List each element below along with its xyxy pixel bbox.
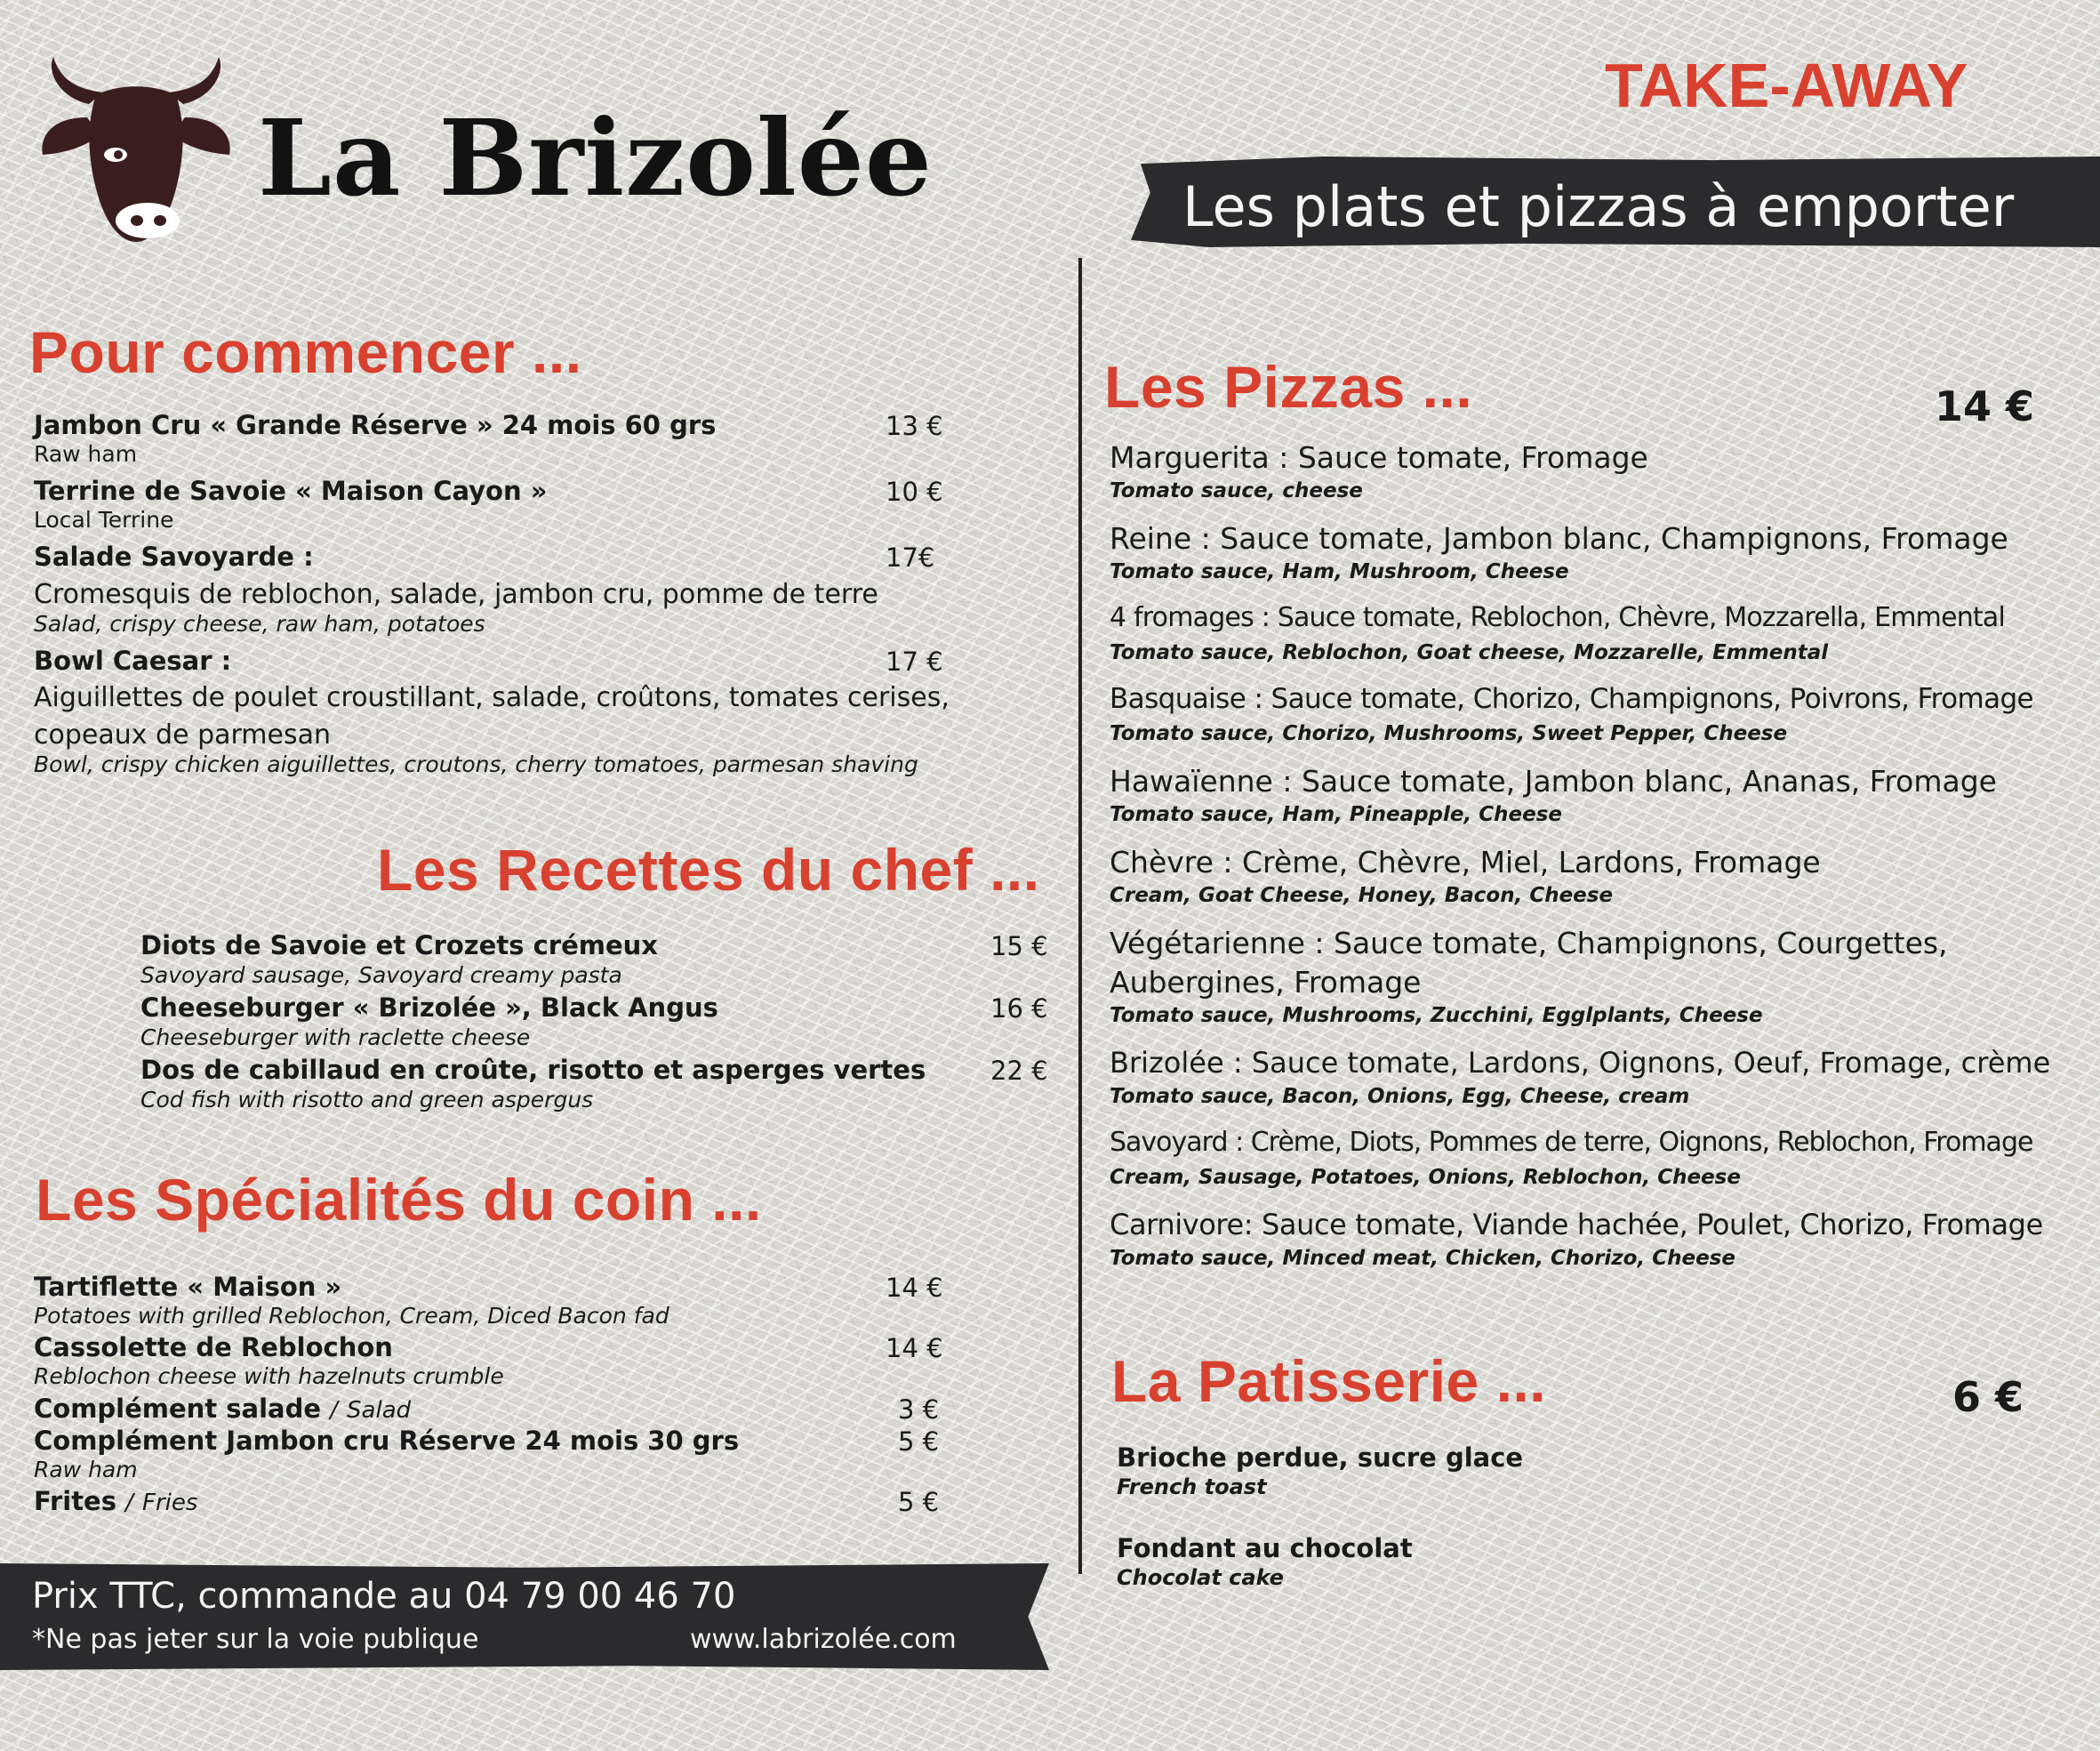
pizza-translation: Tomato sauce, Bacon, Onions, Egg, Cheese, cream [1110, 1085, 1690, 1108]
pizza-translation: Cream, Goat Cheese, Honey, Bacon, Cheese [1110, 884, 1614, 907]
menu-item-translation: Raw ham [34, 1457, 138, 1482]
menu-item-description: Aiguillettes de poulet croustillant, salade, croûtons, tomates cerises, [34, 682, 950, 713]
translation-separator: / [125, 1490, 133, 1516]
pizza-translation: Tomato sauce, Ham, Pineapple, Cheese [1110, 803, 1562, 826]
pastry-translation: French toast [1117, 1474, 1267, 1499]
menu-item-name-with-translation [34, 1394, 411, 1424]
pizza-ingredients: Crème, Chèvre, Miel, Lardons, Fromage [1242, 845, 1821, 880]
pizza-separator: : [1253, 602, 1278, 633]
pizza-ingredients: Crème, Diots, Pommes de terre, Oignons, Reblochon, Fromage [1250, 1127, 2033, 1158]
pizza-line [1110, 1208, 2043, 1241]
menu-item-translation: Bowl, crispy chicken aiguillettes, croutons, cherry tomatoes, parmesan shaving [34, 751, 918, 777]
pizza-translation: Tomato sauce, Chorizo, Mushrooms, Sweet Pepper, Cheese [1110, 722, 1788, 745]
menu-item-translation: Salad, crispy cheese, raw ham, potatoes [34, 611, 485, 637]
menu-item-price: 10 € [886, 477, 943, 507]
pizza-separator: : [1191, 521, 1221, 556]
menu-item-name: Salade Savoyarde : [34, 542, 314, 572]
pastry-name: Fondant au chocolat [1117, 1533, 1413, 1563]
menu-item-price: 13 € [886, 411, 943, 441]
menu-item-translation: Savoyard sausage, Savoyard creamy pasta [140, 962, 622, 988]
pizza-name: Reine [1110, 521, 1192, 556]
brand-name: La Brizolée [258, 96, 933, 220]
footer-disclaimer: *Ne pas jeter sur la voie publique [32, 1624, 479, 1655]
pizza-separator: : [1269, 440, 1298, 475]
menu-item-name: Dos de cabillaud en croûte, risotto et asperges vertes [140, 1055, 926, 1085]
pizza-separator [1253, 1208, 1262, 1241]
menu-item-name: Complément salade [34, 1394, 322, 1424]
menu-item-translation: Raw ham [34, 441, 138, 467]
pizza-line [1110, 1127, 2032, 1158]
header-banner-text: Les plats et pizzas à emporter [1182, 174, 2015, 239]
pizza-name: Savoyard [1110, 1127, 1228, 1158]
menu-item-price: 14 € [886, 1273, 943, 1303]
pizza-translation: Tomato sauce, cheese [1110, 479, 1363, 502]
menu-item-translation: Cod fish with risotto and green aspergus [140, 1087, 594, 1112]
pizza-ingredients: Sauce tomate, Jambon blanc, Champignons, Fromage [1220, 521, 2008, 556]
pizza-name: Basquaise [1110, 683, 1246, 715]
pizza-translation: Cream, Sausage, Potatoes, Onions, Reblochon, Cheese [1110, 1166, 1741, 1189]
menu-item-name: Diots de Savoie et Crozets crémeux [140, 930, 658, 960]
menu-item-translation: Salad [347, 1397, 412, 1424]
menu-item-price: 22 € [990, 1056, 1048, 1086]
takeaway-label: TAKE-AWAY [1605, 51, 1968, 120]
section-title-specials: Les Spécialités du coin ... [36, 1167, 762, 1233]
pizza-separator: : [1272, 764, 1302, 799]
menu-item-name: Jambon Cru « Grande Réserve » 24 mois 60 grs [34, 410, 717, 440]
section-title-pizzas: Les Pizzas ... [1104, 354, 1473, 420]
pizza-translation: Tomato sauce, Ham, Mushroom, Cheese [1110, 560, 1569, 583]
menu-item-name-with-translation [34, 1486, 197, 1516]
pizza-line [1110, 926, 1948, 960]
pizza-line [1110, 845, 1821, 880]
menu-item-name: Cassolette de Reblochon [34, 1332, 393, 1362]
menu-item-description: Cromesquis de reblochon, salade, jambon cru, pomme de terre [34, 579, 878, 610]
footer-website-link[interactable]: www.labrizolée.com [690, 1624, 957, 1655]
pizza-name: Chèvre [1110, 845, 1214, 880]
menu-item-translation: Potatoes with grilled Reblochon, Cream, Diced Bacon fad [34, 1303, 669, 1329]
pizza-ingredients: Sauce tomate, Reblochon, Chèvre, Mozzarella, Emmental [1277, 602, 2006, 633]
pizza-separator: : [1227, 1127, 1251, 1158]
menu-item-name: Tartiflette « Maison » [34, 1272, 342, 1302]
pizza-name: 4 fromages [1110, 602, 1254, 633]
pizza-line [1110, 1046, 2050, 1080]
pizza-name: Carnivore: [1110, 1208, 1254, 1241]
pizza-translation: Tomato sauce, Mushrooms, Zucchini, Egglplants, Cheese [1110, 1004, 1763, 1027]
pizza-name: Brizolée [1110, 1046, 1224, 1080]
menu-item-price: 17€ [886, 542, 935, 573]
menu-item-name: Bowl Caesar : [34, 646, 232, 676]
pizza-translation: Tomato sauce, Minced meat, Chicken, Chorizo, Cheese [1110, 1247, 1735, 1270]
cow-head-icon [34, 55, 238, 246]
menu-item-price: 17 € [886, 647, 943, 677]
translation-separator: / [330, 1397, 338, 1424]
menu-item-price: 5 € [898, 1487, 940, 1517]
pizza-separator: : [1223, 1046, 1252, 1080]
pizza-ingredients: Sauce tomate, Viande hachée, Poulet, Chorizo, Fromage [1261, 1208, 2043, 1241]
pastry-translation: Chocolat cake [1117, 1565, 1284, 1590]
pizza-line [1110, 683, 2033, 715]
menu-item-price: 3 € [898, 1394, 940, 1425]
pizza-separator: : [1304, 926, 1335, 960]
pizza-line [1110, 764, 1997, 799]
pizza-ingredients: Sauce tomate, Jambon blanc, Ananas, Fromage [1301, 764, 1997, 799]
pizza-name: Végétarienne [1110, 926, 1305, 960]
pizza-line [1110, 602, 2005, 633]
menu-item-translation: Cheeseburger with raclette cheese [140, 1024, 531, 1050]
pizza-ingredients: Sauce tomate, Chorizo, Champignons, Poivrons, Fromage [1270, 683, 2034, 715]
pizza-ingredients: Sauce tomate, Lardons, Oignons, Oeuf, Fromage, crème [1251, 1046, 2051, 1080]
menu-item-description: copeaux de parmesan [34, 719, 332, 751]
pizzas-price: 14 € [1935, 382, 2035, 430]
menu-item-price: 14 € [886, 1333, 943, 1363]
pizza-name: Marguerita [1110, 440, 1270, 475]
menu-item-name: Terrine de Savoie « Maison Cayon » [34, 476, 548, 506]
section-title-starters: Pour commencer ... [29, 319, 582, 385]
menu-item-name: Cheeseburger « Brizolée », Black Angus [140, 992, 718, 1023]
menu-item-translation: Local Terrine [34, 507, 174, 533]
pizza-ingredients: Sauce tomate, Fromage [1297, 440, 1648, 475]
pastry-name: Brioche perdue, sucre glace [1117, 1442, 1524, 1473]
logo [34, 55, 238, 246]
menu-item-name: Complément Jambon cru Réserve 24 mois 30 grs [34, 1426, 740, 1456]
section-title-pastry: La Patisserie ... [1111, 1348, 1547, 1414]
column-divider [1078, 258, 1082, 1574]
section-title-chef: Les Recettes du chef ... [377, 837, 1040, 903]
pizza-translation: Tomato sauce, Reblochon, Goat cheese, Mozzarelle, Emmental [1110, 641, 1829, 664]
pizza-separator: : [1246, 683, 1271, 715]
pizza-separator: : [1213, 845, 1243, 880]
pizza-ingredients: Sauce tomate, Champignons, Courgettes, [1334, 926, 1948, 960]
pastry-price: 6 € [1952, 1373, 2024, 1421]
pizza-line [1110, 521, 2008, 556]
pizza-name: Hawaïenne [1110, 764, 1273, 799]
menu-item-translation: Fries [141, 1490, 198, 1516]
menu-item-price: 5 € [898, 1426, 940, 1457]
menu-item-price: 16 € [990, 993, 1048, 1024]
pizza-line [1110, 440, 1648, 475]
pizza-ingredients-continued: Aubergines, Fromage [1110, 965, 1422, 1000]
menu-item-name: Frites [34, 1486, 116, 1516]
footer-order-info: Prix TTC, commande au 04 79 00 46 70 [32, 1576, 736, 1617]
menu-item-price: 15 € [990, 931, 1048, 961]
menu-item-translation: Reblochon cheese with hazelnuts crumble [34, 1363, 504, 1389]
